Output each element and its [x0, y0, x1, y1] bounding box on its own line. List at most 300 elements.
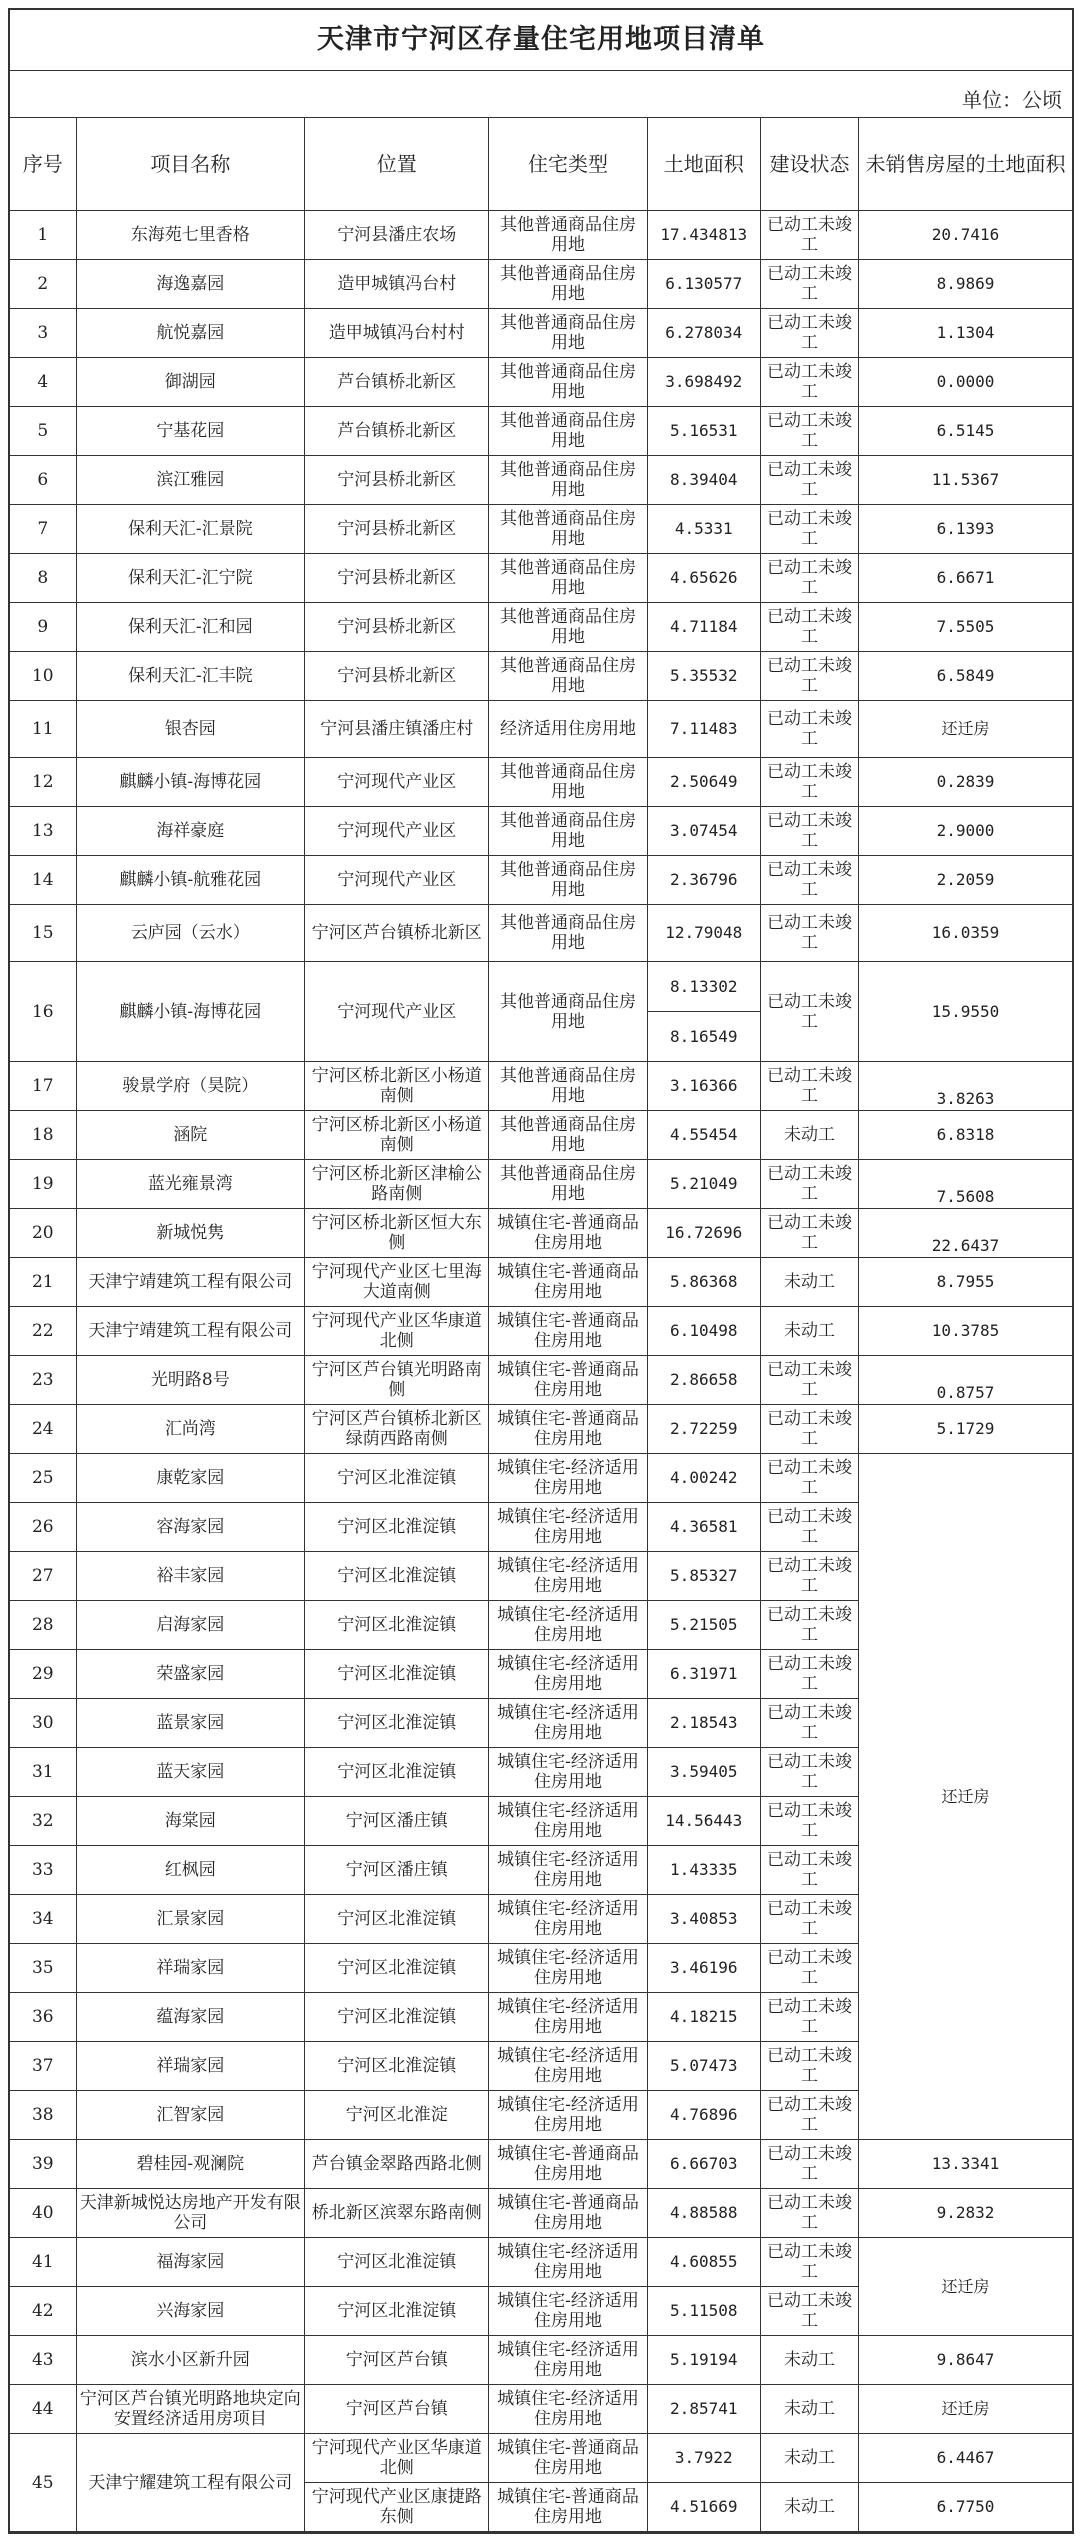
row-number: 33 — [10, 1846, 76, 1895]
housing-type: 城镇住宅-经济适用住房用地 — [489, 2336, 647, 2385]
housing-type: 城镇住宅-经济适用住房用地 — [489, 1846, 647, 1895]
project-name: 银杏园 — [76, 701, 304, 758]
location: 宁河区北淮淀镇 — [305, 1944, 489, 1993]
table-row — [10, 1062, 1072, 1111]
land-area: 5.85327 — [647, 1552, 760, 1601]
location: 宁河现代产业区 — [305, 807, 489, 856]
project-name: 御湖园 — [76, 358, 304, 407]
row-number: 11 — [10, 701, 76, 758]
unsold-area — [859, 2385, 1072, 2434]
location: 宁河区北淮淀镇 — [305, 1552, 489, 1601]
table-row — [10, 1160, 1072, 1209]
location: 宁河区桥北新区津榆公路南侧 — [305, 1160, 489, 1209]
land-area: 4.60855 — [647, 2238, 760, 2287]
housing-type: 城镇住宅-经济适用住房用地 — [489, 2287, 647, 2336]
header-row — [10, 118, 1072, 211]
row-number: 23 — [10, 1356, 76, 1405]
build-status: 已动工未竣工 — [760, 1356, 858, 1405]
unsold-area-value: 0.0000 — [936, 372, 995, 391]
build-status: 已动工未竣工 — [760, 2140, 858, 2189]
housing-type: 城镇住宅-经济适用住房用地 — [489, 1503, 647, 1552]
project-name: 蓝光雍景湾 — [76, 1160, 304, 1209]
build-status: 已动工未竣工 — [760, 505, 858, 554]
row-number: 21 — [10, 1258, 76, 1307]
build-status: 已动工未竣工 — [760, 1405, 858, 1454]
land-area: 3.16366 — [647, 1062, 760, 1111]
unsold-area — [859, 456, 1072, 505]
housing-type: 其他普通商品住房用地 — [489, 1111, 647, 1160]
unsold-area — [859, 905, 1072, 962]
unsold-area-value: 9.8647 — [936, 2350, 995, 2369]
row-number: 45 — [10, 2434, 76, 2532]
location: 宁河区桥北新区恒大东侧 — [305, 1209, 489, 1258]
row-number: 14 — [10, 856, 76, 905]
land-area: 1.43335 — [647, 1846, 760, 1895]
row-number: 26 — [10, 1503, 76, 1552]
table-row — [10, 505, 1072, 554]
row-number: 18 — [10, 1111, 76, 1160]
project-name: 容海家园 — [76, 1503, 304, 1552]
land-area: 5.21049 — [647, 1160, 760, 1209]
location: 宁河区北淮淀镇 — [305, 1601, 489, 1650]
housing-type: 城镇住宅-经济适用住房用地 — [489, 1454, 647, 1503]
unsold-area-value: 9.2832 — [936, 2203, 995, 2222]
land-area: 3.7922 — [647, 2434, 760, 2483]
row-number: 38 — [10, 2091, 76, 2140]
build-status: 已动工未竣工 — [760, 1209, 858, 1258]
housing-type: 城镇住宅-经济适用住房用地 — [489, 1944, 647, 1993]
table-row — [10, 2385, 1072, 2434]
unsold-area-value: 6.5145 — [936, 421, 995, 440]
project-name: 海祥豪庭 — [76, 807, 304, 856]
project-name: 天津新城悦达房地产开发有限公司 — [76, 2189, 304, 2238]
land-area: 3.698492 — [647, 358, 760, 407]
unsold-area-value: 6.5849 — [936, 666, 995, 685]
build-status: 已动工未竣工 — [760, 1895, 858, 1944]
land-area: 4.51669 — [647, 2483, 760, 2532]
row-number: 32 — [10, 1797, 76, 1846]
header-no: 序号 — [10, 118, 76, 211]
housing-type: 城镇住宅-经济适用住房用地 — [489, 1895, 647, 1944]
location: 宁河现代产业区康捷路东侧 — [305, 2483, 489, 2532]
location: 宁河区芦台镇桥北新区 — [305, 905, 489, 962]
unsold-area — [859, 807, 1072, 856]
unsold-area — [859, 1111, 1072, 1160]
row-number: 2 — [10, 260, 76, 309]
build-status: 已动工未竣工 — [760, 309, 858, 358]
table-row — [10, 2140, 1072, 2189]
header-status: 建设状态 — [760, 118, 858, 211]
housing-type: 经济适用住房用地 — [489, 701, 647, 758]
table-row — [10, 2189, 1072, 2238]
land-area: 12.79048 — [647, 905, 760, 962]
project-name: 天津宁靖建筑工程有限公司 — [76, 1307, 304, 1356]
build-status: 已动工未竣工 — [760, 2238, 858, 2287]
unsold-area — [859, 309, 1072, 358]
location: 宁河区北淮淀镇 — [305, 1650, 489, 1699]
table-row — [10, 856, 1072, 905]
location: 宁河现代产业区 — [305, 962, 489, 1062]
build-status: 已动工未竣工 — [760, 1748, 858, 1797]
table-row — [10, 1307, 1072, 1356]
housing-type: 城镇住宅-普通商品住房用地 — [489, 1209, 647, 1258]
row-number: 31 — [10, 1748, 76, 1797]
location: 宁河县桥北新区 — [305, 652, 489, 701]
row-number: 36 — [10, 1993, 76, 2042]
build-status: 已动工未竣工 — [760, 2042, 858, 2091]
unsold-area-value: 2.9000 — [936, 821, 995, 840]
table-row — [10, 358, 1072, 407]
unsold-area: 6.7750 — [859, 2483, 1072, 2532]
housing-type: 其他普通商品住房用地 — [489, 211, 647, 260]
project-name: 海逸嘉园 — [76, 260, 304, 309]
unsold-area-value: 6.6671 — [936, 568, 995, 587]
build-status: 未动工 — [760, 2483, 858, 2532]
land-area: 2.85741 — [647, 2385, 760, 2434]
project-name: 麒麟小镇-海博花园 — [76, 962, 304, 1062]
land-table — [10, 118, 1072, 2532]
build-status: 已动工未竣工 — [760, 856, 858, 905]
table-row — [10, 456, 1072, 505]
location: 宁河区北淮淀镇 — [305, 1503, 489, 1552]
land-area: 5.35532 — [647, 652, 760, 701]
project-name: 云庐园（云水） — [76, 905, 304, 962]
location: 造甲城镇冯台村 — [305, 260, 489, 309]
project-name: 海棠园 — [76, 1797, 304, 1846]
location: 宁河区北淮淀镇 — [305, 1699, 489, 1748]
project-name: 宁基花园 — [76, 407, 304, 456]
land-area: 4.5331 — [647, 505, 760, 554]
build-status: 未动工 — [760, 1307, 858, 1356]
table-body — [10, 211, 1072, 2532]
project-name: 保利天汇-汇丰院 — [76, 652, 304, 701]
unsold-area — [859, 2336, 1072, 2385]
row-number: 35 — [10, 1944, 76, 1993]
housing-type: 其他普通商品住房用地 — [489, 407, 647, 456]
table-row — [10, 905, 1072, 962]
housing-type: 其他普通商品住房用地 — [489, 807, 647, 856]
table-row — [10, 1111, 1072, 1160]
table-row — [10, 554, 1072, 603]
build-status: 已动工未竣工 — [760, 652, 858, 701]
land-area: 2.72259 — [647, 1405, 760, 1454]
build-status: 已动工未竣工 — [760, 807, 858, 856]
table-row — [10, 1258, 1072, 1307]
housing-type: 城镇住宅-经济适用住房用地 — [489, 2091, 647, 2140]
housing-type: 城镇住宅-经济适用住房用地 — [489, 1699, 647, 1748]
table-row — [10, 962, 1072, 1012]
project-name: 蕴海家园 — [76, 1993, 304, 2042]
housing-type: 城镇住宅-经济适用住房用地 — [489, 1650, 647, 1699]
unsold-area — [859, 2140, 1072, 2189]
table-row — [10, 652, 1072, 701]
housing-type: 其他普通商品住房用地 — [489, 962, 647, 1062]
project-name: 新城悦隽 — [76, 1209, 304, 1258]
housing-type: 其他普通商品住房用地 — [489, 758, 647, 807]
unsold-area-value: 8.7955 — [936, 1272, 995, 1291]
row-number: 15 — [10, 905, 76, 962]
row-number: 43 — [10, 2336, 76, 2385]
header-type: 住宅类型 — [489, 118, 647, 211]
unsold-area — [859, 1356, 1072, 1405]
header-name: 项目名称 — [76, 118, 304, 211]
build-status: 已动工未竣工 — [760, 1601, 858, 1650]
header-unsold-area: 未销售房屋的土地面积 — [859, 118, 1072, 211]
location: 宁河县桥北新区 — [305, 456, 489, 505]
land-area: 2.18543 — [647, 1699, 760, 1748]
project-name: 东海苑七里香格 — [76, 211, 304, 260]
housing-type: 其他普通商品住房用地 — [489, 1062, 647, 1111]
housing-type: 城镇住宅-普通商品住房用地 — [489, 1356, 647, 1405]
unsold-area-value: 7.5608 — [936, 1187, 995, 1206]
table-row — [10, 2434, 1072, 2483]
location: 宁河现代产业区华康道北侧 — [305, 2434, 489, 2483]
location: 宁河区北淮淀镇 — [305, 1454, 489, 1503]
housing-type: 其他普通商品住房用地 — [489, 456, 647, 505]
land-area: 6.10498 — [647, 1307, 760, 1356]
project-name: 涵院 — [76, 1111, 304, 1160]
unsold-area-value: 5.1729 — [936, 1419, 995, 1438]
build-status: 未动工 — [760, 2336, 858, 2385]
location: 宁河现代产业区 — [305, 856, 489, 905]
land-area: 5.86368 — [647, 1258, 760, 1307]
unsold-area — [859, 1405, 1072, 1454]
project-name: 裕丰家园 — [76, 1552, 304, 1601]
location: 芦台镇桥北新区 — [305, 358, 489, 407]
unsold-area-value: 还迁房 — [941, 719, 990, 738]
table-row — [10, 758, 1072, 807]
row-number: 6 — [10, 456, 76, 505]
location: 宁河县桥北新区 — [305, 554, 489, 603]
unsold-area-value: 8.9869 — [936, 274, 995, 293]
location: 宁河县潘庄镇潘庄村 — [305, 701, 489, 758]
build-status: 已动工未竣工 — [760, 407, 858, 456]
housing-type: 其他普通商品住房用地 — [489, 652, 647, 701]
table-row — [10, 603, 1072, 652]
table-row — [10, 2336, 1072, 2385]
land-area: 3.40853 — [647, 1895, 760, 1944]
build-status: 已动工未竣工 — [760, 1699, 858, 1748]
housing-type: 城镇住宅-经济适用住房用地 — [489, 1601, 647, 1650]
land-area: 8.39404 — [647, 456, 760, 505]
build-status: 已动工未竣工 — [760, 260, 858, 309]
unsold-area — [859, 758, 1072, 807]
location: 宁河现代产业区华康道北侧 — [305, 1307, 489, 1356]
build-status: 已动工未竣工 — [760, 1160, 858, 1209]
housing-type: 其他普通商品住房用地 — [489, 1160, 647, 1209]
location: 芦台镇桥北新区 — [305, 407, 489, 456]
row-number: 28 — [10, 1601, 76, 1650]
row-number: 27 — [10, 1552, 76, 1601]
project-name: 滨江雅园 — [76, 456, 304, 505]
project-name: 福海家园 — [76, 2238, 304, 2287]
project-name: 骏景学府（昊院） — [76, 1062, 304, 1111]
project-name: 康乾家园 — [76, 1454, 304, 1503]
land-area: 3.46196 — [647, 1944, 760, 1993]
row-number: 44 — [10, 2385, 76, 2434]
row-number: 20 — [10, 1209, 76, 1258]
row-number: 10 — [10, 652, 76, 701]
unsold-area — [859, 2434, 1072, 2483]
project-name: 保利天汇-汇宁院 — [76, 554, 304, 603]
land-area: 4.88588 — [647, 2189, 760, 2238]
location: 宁河现代产业区七里海大道南侧 — [305, 1258, 489, 1307]
unsold-area-value: 20.7416 — [931, 225, 1000, 244]
unsold-area-value: 10.3785 — [931, 1321, 1000, 1340]
land-area: 6.130577 — [647, 260, 760, 309]
housing-type: 城镇住宅-经济适用住房用地 — [489, 2238, 647, 2287]
land-area: 6.278034 — [647, 309, 760, 358]
build-status: 已动工未竣工 — [760, 701, 858, 758]
build-status: 已动工未竣工 — [760, 603, 858, 652]
row-number: 42 — [10, 2287, 76, 2336]
land-area: 4.18215 — [647, 1993, 760, 2042]
unsold-area — [859, 701, 1072, 758]
housing-type: 城镇住宅-经济适用住房用地 — [489, 2042, 647, 2091]
housing-type: 城镇住宅-普通商品住房用地 — [489, 1307, 647, 1356]
build-status: 已动工未竣工 — [760, 1454, 858, 1503]
table-row — [10, 807, 1072, 856]
housing-type: 其他普通商品住房用地 — [489, 505, 647, 554]
unsold-area — [859, 407, 1072, 456]
unsold-area — [859, 260, 1072, 309]
unsold-area — [859, 652, 1072, 701]
housing-type: 其他普通商品住房用地 — [489, 856, 647, 905]
build-status: 已动工未竣工 — [760, 905, 858, 962]
project-name: 祥瑞家园 — [76, 1944, 304, 1993]
unsold-area-value: 11.5367 — [931, 470, 1000, 489]
project-name: 碧桂园-观澜院 — [76, 2140, 304, 2189]
build-status: 已动工未竣工 — [760, 456, 858, 505]
build-status: 未动工 — [760, 1258, 858, 1307]
project-name: 祥瑞家园 — [76, 2042, 304, 2091]
unsold-area — [859, 358, 1072, 407]
housing-type: 其他普通商品住房用地 — [489, 603, 647, 652]
land-area: 4.76896 — [647, 2091, 760, 2140]
build-status: 未动工 — [760, 2434, 858, 2483]
header-area: 土地面积 — [647, 118, 760, 211]
row-number: 39 — [10, 2140, 76, 2189]
row-number: 40 — [10, 2189, 76, 2238]
row-number: 13 — [10, 807, 76, 856]
table-row — [10, 260, 1072, 309]
build-status: 未动工 — [760, 2385, 858, 2434]
housing-type: 城镇住宅-普通商品住房用地 — [489, 2483, 647, 2532]
project-name: 宁河区芦台镇光明路地块定向安置经济适用房项目 — [76, 2385, 304, 2434]
build-status: 已动工未竣工 — [760, 1503, 858, 1552]
land-area: 4.71184 — [647, 603, 760, 652]
housing-type: 城镇住宅-普通商品住房用地 — [489, 2189, 647, 2238]
location: 宁河县桥北新区 — [305, 505, 489, 554]
project-name: 航悦嘉园 — [76, 309, 304, 358]
build-status: 已动工未竣工 — [760, 554, 858, 603]
housing-type: 其他普通商品住房用地 — [489, 309, 647, 358]
table-row — [10, 309, 1072, 358]
row-number: 4 — [10, 358, 76, 407]
location: 宁河县潘庄农场 — [305, 211, 489, 260]
unsold-area-value: 3.8263 — [936, 1089, 995, 1108]
housing-type: 城镇住宅-普通商品住房用地 — [489, 1405, 647, 1454]
location: 宁河区北淮淀镇 — [305, 2287, 489, 2336]
build-status: 已动工未竣工 — [760, 1552, 858, 1601]
project-name: 天津宁耀建筑工程有限公司 — [76, 2434, 304, 2532]
land-area: 3.59405 — [647, 1748, 760, 1797]
row-number: 7 — [10, 505, 76, 554]
row-number: 29 — [10, 1650, 76, 1699]
unsold-area-value: 22.6437 — [931, 1236, 1000, 1255]
project-name: 麒麟小镇-航雅花园 — [76, 856, 304, 905]
unsold-area — [859, 1160, 1072, 1209]
row-number: 12 — [10, 758, 76, 807]
project-name: 汇景家园 — [76, 1895, 304, 1944]
land-area: 5.11508 — [647, 2287, 760, 2336]
land-area: 8.13302 — [647, 962, 760, 1012]
land-area: 4.65626 — [647, 554, 760, 603]
unsold-area-value: 2.2059 — [936, 870, 995, 889]
project-name: 红枫园 — [76, 1846, 304, 1895]
housing-type: 城镇住宅-经济适用住房用地 — [489, 1552, 647, 1601]
land-area: 6.31971 — [647, 1650, 760, 1699]
project-name: 光明路8号 — [76, 1356, 304, 1405]
build-status: 已动工未竣工 — [760, 1650, 858, 1699]
project-name: 启海家园 — [76, 1601, 304, 1650]
build-status: 已动工未竣工 — [760, 1846, 858, 1895]
page-title: 天津市宁河区存量住宅用地项目清单 — [10, 10, 1072, 71]
housing-type: 其他普通商品住房用地 — [489, 260, 647, 309]
land-area: 4.36581 — [647, 1503, 760, 1552]
location: 宁河区芦台镇 — [305, 2385, 489, 2434]
unsold-area-value: 0.2839 — [936, 772, 995, 791]
land-area: 14.56443 — [647, 1797, 760, 1846]
row-number: 34 — [10, 1895, 76, 1944]
row-number: 17 — [10, 1062, 76, 1111]
housing-type: 城镇住宅-普通商品住房用地 — [489, 1258, 647, 1307]
unsold-area: 还迁房 — [859, 2238, 1072, 2336]
row-number: 30 — [10, 1699, 76, 1748]
build-status: 未动工 — [760, 1111, 858, 1160]
unsold-area-value: 还迁房 — [941, 2399, 990, 2418]
land-area: 5.07473 — [647, 2042, 760, 2091]
unsold-area-value: 6.8318 — [936, 1125, 995, 1144]
row-number: 22 — [10, 1307, 76, 1356]
table-row — [10, 1209, 1072, 1258]
location: 宁河区芦台镇光明路南侧 — [305, 1356, 489, 1405]
land-area: 5.19194 — [647, 2336, 760, 2385]
unsold-area-value: 13.3341 — [931, 2154, 1000, 2173]
build-status: 已动工未竣工 — [760, 1993, 858, 2042]
location: 造甲城镇冯台村村 — [305, 309, 489, 358]
unsold-area — [859, 1209, 1072, 1258]
location: 宁河现代产业区 — [305, 758, 489, 807]
land-area: 2.36796 — [647, 856, 760, 905]
housing-type: 城镇住宅-经济适用住房用地 — [489, 1797, 647, 1846]
land-area: 3.07454 — [647, 807, 760, 856]
location: 宁河县桥北新区 — [305, 603, 489, 652]
table-row — [10, 407, 1072, 456]
land-area: 2.86658 — [647, 1356, 760, 1405]
housing-type: 城镇住宅-经济适用住房用地 — [489, 2385, 647, 2434]
build-status: 已动工未竣工 — [760, 758, 858, 807]
table-row — [10, 1454, 1072, 1503]
location: 宁河区潘庄镇 — [305, 1797, 489, 1846]
project-name: 蓝天家园 — [76, 1748, 304, 1797]
housing-type: 其他普通商品住房用地 — [489, 358, 647, 407]
project-name: 兴海家园 — [76, 2287, 304, 2336]
land-area: 2.50649 — [647, 758, 760, 807]
unsold-area — [859, 856, 1072, 905]
location: 宁河区北淮淀镇 — [305, 1748, 489, 1797]
build-status: 已动工未竣工 — [760, 2287, 858, 2336]
